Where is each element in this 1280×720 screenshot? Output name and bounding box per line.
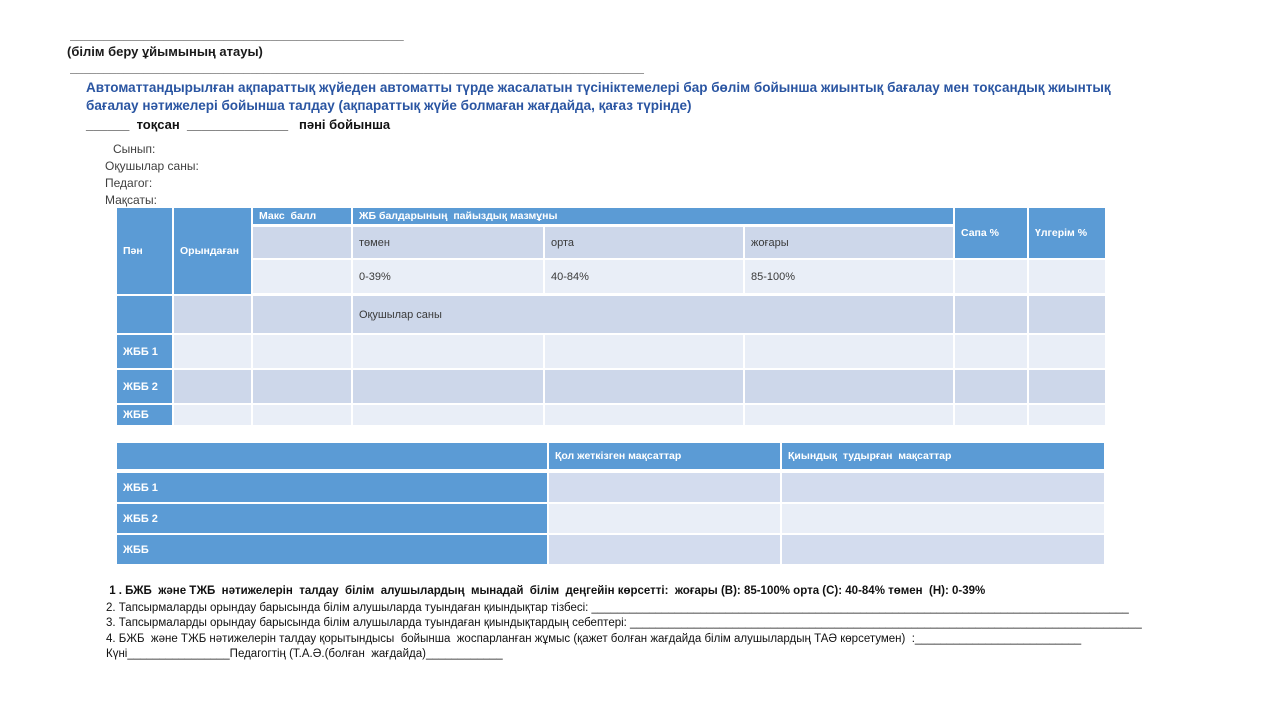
empty-cell [1029, 260, 1107, 296]
col-header-quality: Сапа % [955, 208, 1029, 260]
empty-cell [174, 335, 253, 370]
class-label: Сынып: [113, 142, 156, 156]
empty-cell [745, 335, 955, 370]
col-header-progress: Үлгерім % [1029, 208, 1107, 260]
empty-cell [1029, 370, 1107, 405]
range-mid: 40-84% [545, 260, 745, 296]
level-mid-header: орта [545, 227, 745, 260]
org-name-blank-line: __________________________________________________ [70, 28, 404, 42]
title-blank-line: ______________________________________________________________________________________ [70, 61, 644, 75]
empty-cell [253, 335, 353, 370]
quarter-subject-line: ______ тоқсан ______________ пәні бойынша [86, 117, 391, 132]
empty-cell [174, 405, 253, 427]
empty-cell [253, 370, 353, 405]
empty-cell [955, 370, 1029, 405]
empty-cell [549, 535, 782, 566]
col-header-achieved-goals: Қол жеткізген мақсаттар [549, 443, 782, 473]
row-label-zhbb-1: ЖББ 1 [117, 335, 174, 370]
col-header-score-percentage: ЖБ балдарының пайыздық мазмұны [353, 208, 955, 227]
empty-cell [253, 227, 353, 260]
col-header-completed: Орындаған [174, 208, 253, 296]
empty-cell [782, 504, 1106, 535]
empty-cell [549, 504, 782, 535]
empty-cell [955, 405, 1029, 427]
level-high-header: жоғары [745, 227, 955, 260]
row-label-zhbb-1: ЖББ 1 [117, 473, 549, 504]
analysis-notes [106, 584, 1184, 663]
range-low: 0-39% [353, 260, 545, 296]
empty-cell [545, 370, 745, 405]
row-label-zhbb-2: ЖББ 2 [117, 504, 549, 535]
note-line-3: 3. Тапсырмаларды орындау барысында білім алушыларда туындаған қиындықтардың себептері: ________________________________________________________________________________ [106, 617, 1142, 629]
col-header-difficult-goals: Қиындық тудырған мақсаттар [782, 443, 1106, 473]
empty-cell [174, 296, 253, 335]
note-line-1: 1 . БЖБ және ТЖБ нәтижелерін талдау білім алушылардың мынадай білім деңгейін көрсетті: жоғары (В): 85-100% орта (С): 40-84% төмен (Н): 0-39% [106, 585, 986, 597]
students-count-row-label: Оқушылар саны [353, 296, 955, 335]
empty-cell [1029, 405, 1107, 427]
empty-cell [253, 296, 353, 335]
goals-table [117, 443, 1106, 566]
empty-cell [955, 335, 1029, 370]
document-title: Автоматтандырылған ақпараттық жүйеден автоматты түрде жасалатын түсініктемелері бар бөлім бойынша жиынтық бағалау мен тоқсандық жиынтық бағалау нәтижелері бойынша талдау (ақпараттық жүйе болмаған жағдайда, қағаз түрінде) [86, 80, 1111, 113]
org-name-caption: (білім беру ұйымының атауы) [67, 44, 263, 59]
empty-cell [782, 473, 1106, 504]
info-block [105, 141, 199, 209]
empty-cell [745, 405, 955, 427]
empty-cell [174, 370, 253, 405]
note-line-4: 4. БЖБ және ТЖБ нәтижелерін талдау қорытындысы бойынша жоспарланған жұмыс (қажет болған жағдайда білім алушылардың ТАӘ көрсетумен) :__________________________ [106, 632, 1082, 645]
empty-cell [1029, 296, 1107, 335]
empty-cell [1029, 335, 1107, 370]
row-label-zhbb: ЖББ [117, 405, 174, 427]
empty-cell [745, 370, 955, 405]
student-count-label: Оқушылар саны: [105, 159, 199, 173]
empty-cell [782, 535, 1106, 566]
empty-cell [955, 296, 1029, 335]
empty-cell [353, 370, 545, 405]
empty-cell [545, 335, 745, 370]
note-line-2: 2. Тапсырмаларды орындау барысында білім алушыларда туындаған қиындықтар тізбесі: ____________________________________________________________________________________ [106, 601, 1129, 614]
note-line-date-signature: Күні________________Педагогтің (Т.А.Ә.(болған жағдайда)____________ [106, 648, 503, 660]
empty-cell [545, 405, 745, 427]
teacher-label: Педагог: [105, 176, 153, 190]
empty-cell [253, 260, 353, 296]
col-header-max-score: Макс балл [253, 208, 353, 227]
level-low-header: төмен [353, 227, 545, 260]
row-label-zhbb-2: ЖББ 2 [117, 370, 174, 405]
empty-cell [353, 405, 545, 427]
col-header-subject: Пән [117, 208, 174, 296]
range-high: 85-100% [745, 260, 955, 296]
empty-cell [955, 260, 1029, 296]
empty-cell [117, 296, 174, 335]
empty-cell [353, 335, 545, 370]
empty-cell [549, 473, 782, 504]
empty-cell [117, 443, 549, 473]
summary-assessment-table [117, 208, 1107, 427]
goal-label: Мақсаты: [105, 193, 157, 207]
empty-cell [253, 405, 353, 427]
row-label-zhbb: ЖББ [117, 535, 549, 566]
